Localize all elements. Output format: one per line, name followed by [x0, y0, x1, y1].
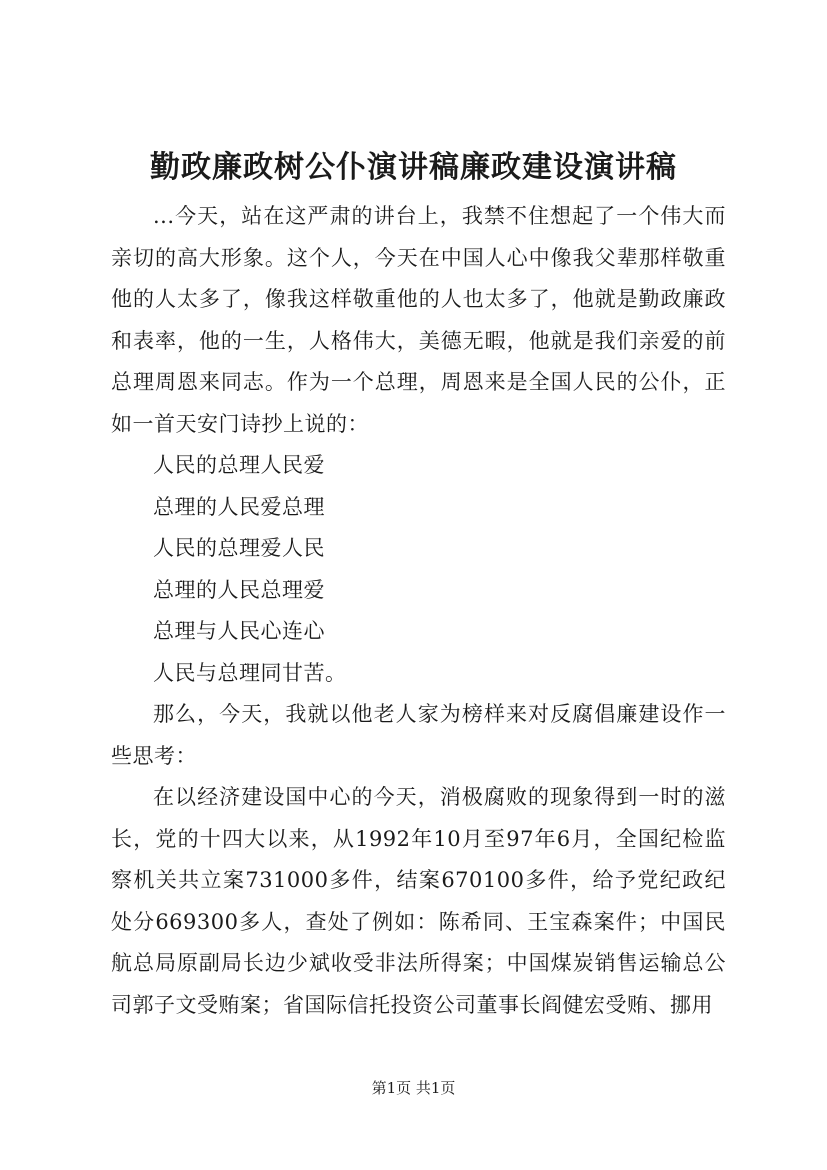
poem-line-1: 人民的总理人民爱 — [153, 453, 325, 477]
poem-line-2: 总理的人民爱总理 — [153, 494, 325, 519]
paragraph-statistics: 在以经济建设国中心的今天，消极腐败的现象得到一时的滋长，党的十四大以来，从1992年10月至97年6月，全国纪检监察机关共立案731000多件，结案670100多件，给予党纪政纪处分669300多人，查处了例如：陈希同、王宝森案件；中国民航总局原副局长边少斌收受非法所得案；中国煤炭销售运输总公司郭子文受贿案；省国际信托投资公司董事长阎健宏受贿、挪用 — [111, 785, 726, 1017]
poem-line-4: 总理的人民总理爱 — [153, 577, 325, 602]
poem-line-6: 人民与总理同甘苦。 — [153, 660, 347, 685]
document-body — [111, 196, 726, 1026]
paragraph-transition: 那么，今天，我就以他老人家为榜样来对反腐倡廉建设作一些思考： — [111, 702, 726, 768]
poem-line-5: 总理与人民心连心 — [153, 619, 325, 643]
document-title: 勤政廉政树公仆演讲稿廉政建设演讲稿 — [150, 150, 677, 185]
paragraph-intro: ...今天，站在这严肃的讲台上，我禁不住想起了一个伟大而亲切的高大形象。这个人，今天在中国人心中像我父辈那样敬重他的人太多了，像我这样敬重他的人也太多了，他就是勤政廉政和表率，他的一生，人格伟大，美德无暇，他就是我们亲爱的前总理周恩来同志。作为一个总理，周恩来是全国人民的公仆，正如一首天安门诗抄上说的： — [111, 204, 726, 436]
page-footer: 第1页 共1页 — [371, 1079, 456, 1097]
poem-line-3: 人民的总理爱人民 — [153, 536, 325, 560]
